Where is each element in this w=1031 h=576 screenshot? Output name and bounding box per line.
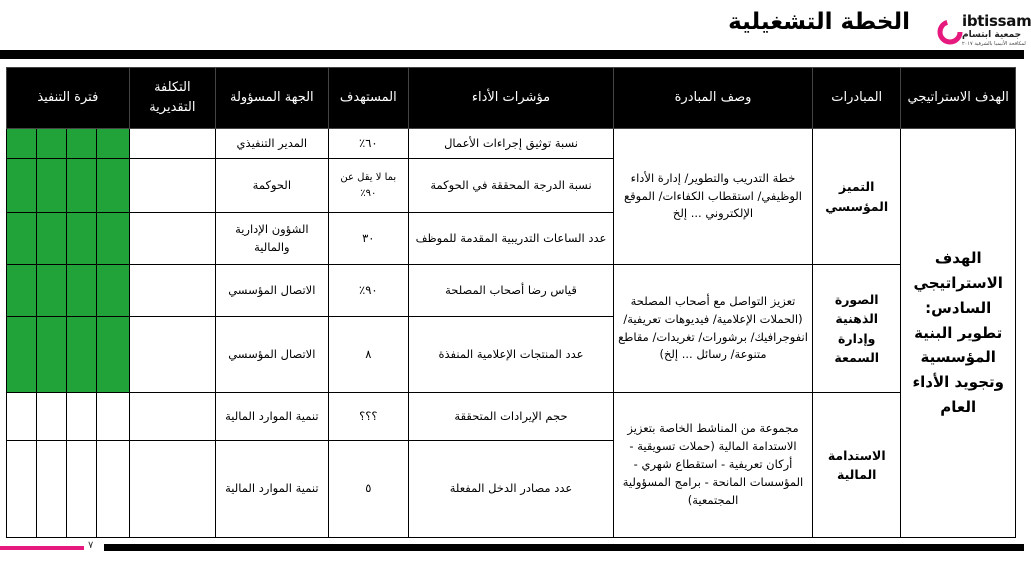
- period-cell-filled: [97, 317, 129, 393]
- kpi-cell: عدد الساعات التدريبية المقدمة للموظف: [409, 213, 614, 265]
- period-cell-filled: [97, 129, 129, 159]
- kpi-cell: عدد مصادر الدخل المفعلة: [409, 441, 614, 538]
- target-cell: ؟؟؟: [328, 393, 408, 441]
- responsible-cell: تنمية الموارد المالية: [216, 393, 329, 441]
- cost-cell: [129, 129, 215, 159]
- cost-cell: [129, 213, 215, 265]
- target-cell: بما لا يقل عن ٩٠٪: [328, 159, 408, 213]
- target-cell: ٣٠: [328, 213, 408, 265]
- initiative-cell: الاستدامة المالية: [813, 393, 901, 538]
- period-cell-empty: [67, 393, 97, 441]
- target-cell: ٦٠٪: [328, 129, 408, 159]
- period-cell-filled: [37, 265, 67, 317]
- period-cell-filled: [97, 265, 129, 317]
- cost-cell: [129, 393, 215, 441]
- logo-name: جمعية ابتسام: [962, 30, 1022, 40]
- kpi-cell: عدد المنتجات الإعلامية المنفذة: [409, 317, 614, 393]
- kpi-cell: نسبة الدرجة المحققة في الحوكمة: [409, 159, 614, 213]
- period-cell-empty: [97, 393, 129, 441]
- period-cell-filled: [37, 159, 67, 213]
- period-cell-empty: [97, 441, 129, 538]
- logo-ring-icon: [936, 18, 964, 46]
- footer-accent-bar: [0, 546, 84, 550]
- period-cell-filled: [7, 159, 37, 213]
- top-divider: [0, 50, 1024, 59]
- initiative-description: خطة التدريب والتطوير/ إدارة الأداء الوظيفي/ استقطاب الكفاءات/ الموقع الإلكتروني ... إلخ: [614, 129, 813, 265]
- period-cell-filled: [7, 213, 37, 265]
- period-cell-filled: [7, 129, 37, 159]
- target-cell: ٥: [328, 441, 408, 538]
- period-cell-filled: [67, 265, 97, 317]
- period-cell-filled: [37, 129, 67, 159]
- period-cell-filled: [7, 317, 37, 393]
- cost-cell: [129, 159, 215, 213]
- kpi-cell: حجم الإيرادات المتحققة: [409, 393, 614, 441]
- bottom-divider: [104, 544, 1024, 551]
- period-cell-empty: [7, 441, 37, 538]
- initiative-description: مجموعة من المناشط الخاصة بتعزيز الاستدامة المالية (حملات تسويقية - أركان تعريفية - استقطاع شهري - المؤسسات المانحة - برامج المسؤولية المجتمعية): [614, 393, 813, 538]
- responsible-cell: الشؤون الإدارية والمالية: [216, 213, 329, 265]
- period-cell-filled: [97, 213, 129, 265]
- cost-cell: [129, 317, 215, 393]
- responsible-cell: تنمية الموارد المالية: [216, 441, 329, 538]
- initiative-cell: التميز المؤسسي: [813, 129, 901, 265]
- target-cell: ٩٠٪: [328, 265, 408, 317]
- period-cell-filled: [67, 129, 97, 159]
- period-cell-empty: [7, 393, 37, 441]
- period-cell-filled: [67, 213, 97, 265]
- period-cell-empty: [67, 441, 97, 538]
- responsible-cell: الاتصال المؤسسي: [216, 265, 329, 317]
- header-initiatives: المبادرات: [813, 68, 901, 129]
- operational-plan-table: [6, 67, 1016, 538]
- responsible-cell: الحوكمة: [216, 159, 329, 213]
- header-period: فترة التنفيذ: [7, 68, 130, 129]
- period-cell-filled: [7, 265, 37, 317]
- header-kpis: مؤشرات الأداء: [409, 68, 614, 129]
- period-cell-empty: [37, 393, 67, 441]
- cost-cell: [129, 265, 215, 317]
- initiative-cell: الصورة الذهنية وإدارة السمعة: [813, 265, 901, 393]
- header-target: المستهدف: [328, 68, 408, 129]
- period-cell-filled: [97, 159, 129, 213]
- period-cell-empty: [37, 441, 67, 538]
- cost-cell: [129, 441, 215, 538]
- header-description: وصف المبادرة: [614, 68, 813, 129]
- strategic-goal: الهدف الاستراتيجي السادس: تطوير البنية المؤسسية وتجويد الأداء العام: [901, 129, 1016, 538]
- target-cell: ٨: [328, 317, 408, 393]
- header-goal: الهدف الاستراتيجي: [901, 68, 1016, 129]
- period-cell-filled: [67, 317, 97, 393]
- logo-brand: ibtissam: [962, 12, 1031, 30]
- responsible-cell: الاتصال المؤسسي: [216, 317, 329, 393]
- page-number: ٧: [88, 540, 94, 551]
- kpi-cell: نسبة توثيق إجراءات الأعمال: [409, 129, 614, 159]
- initiative-description: تعزيز التواصل مع أصحاب المصلحة (الحملات الإعلامية/ فيديوهات تعريفية/ انفوجرافيك/ برشورات/ تغريدات/ مقاطع متنوعة/ رسائل ... إلخ): [614, 265, 813, 393]
- page-title: الخطة التشغيلية: [728, 9, 910, 35]
- responsible-cell: المدير التنفيذي: [216, 129, 329, 159]
- header-cost: التكلفة التقديرية: [129, 68, 215, 129]
- kpi-cell: قياس رضا أصحاب المصلحة: [409, 265, 614, 317]
- period-cell-filled: [67, 159, 97, 213]
- period-cell-filled: [37, 213, 67, 265]
- period-cell-filled: [37, 317, 67, 393]
- header-responsible: الجهة المسؤولة: [216, 68, 329, 129]
- ibtissam-logo: [936, 10, 1031, 50]
- logo-tagline: لمكافحة الأنيميا بالشرقية ٢٠١٧: [962, 41, 1026, 47]
